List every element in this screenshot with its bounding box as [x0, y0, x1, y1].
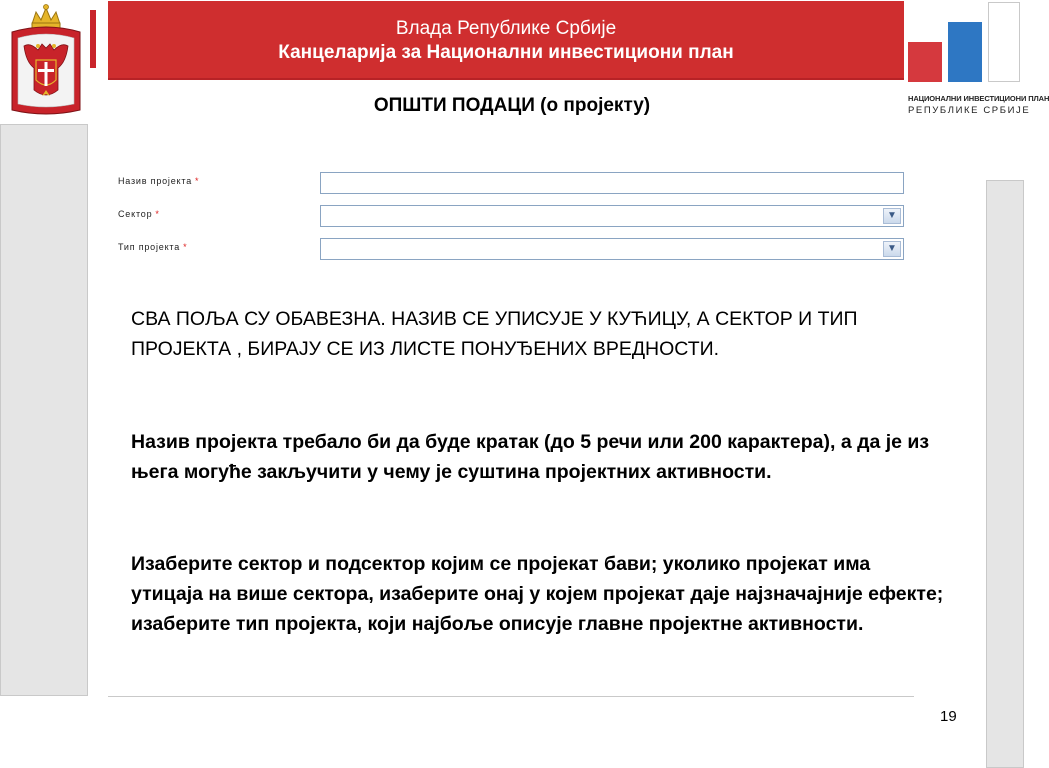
chevron-down-icon: ▼ — [887, 243, 897, 254]
right-side-panel — [986, 180, 1024, 768]
page-number: 19 — [940, 708, 957, 725]
nip-logo-blue-bar — [948, 22, 982, 82]
header-banner — [108, 1, 904, 80]
section-title: ОПШТИ ПОДАЦИ (о пројекту) — [373, 95, 651, 116]
sector-label: Сектор * — [118, 209, 160, 219]
nip-logo-white-bar — [988, 2, 1020, 82]
sector-dropdown-button[interactable] — [883, 208, 901, 224]
required-marker: * — [155, 209, 160, 219]
project-name-label: Назив пројекта * — [118, 176, 200, 186]
chevron-down-icon: ▼ — [887, 210, 897, 221]
header-title-line1: Влада Републике Србије — [395, 17, 617, 39]
nip-logo-red-bar — [908, 42, 942, 82]
header-accent-stripe — [90, 10, 96, 68]
instructions-paragraph-2: Назив пројекта требало би да буде кратак (до 5 речи или 200 карактера), а да је из њега могуће закључити у чему је суштина пројектних активности. — [131, 431, 930, 483]
left-side-panel — [0, 124, 88, 696]
footer-divider — [108, 696, 914, 697]
project-name-input[interactable] — [320, 172, 904, 194]
instructions-paragraph-1: СВА ПОЉА СУ ОБАВЕЗНА. НАЗИВ СЕ УПИСУЈЕ У КУЋИЦУ, А СЕКТОР И ТИП ПРОЈЕКТА , БИРАЈУ СЕ ИЗ ЛИСТЕ ПОНУЂЕНИХ ВРЕДНОСТИ. — [131, 308, 858, 360]
nip-logo-text-line2: РЕПУБЛИКЕ СРБИЈЕ — [908, 105, 1031, 116]
project-type-select[interactable] — [320, 238, 904, 260]
form-row-sector — [118, 205, 904, 229]
header-title-line2: Канцеларија за Национални инвестициони план — [278, 41, 734, 63]
project-type-dropdown-button[interactable] — [883, 241, 901, 257]
nip-logo-text-line1: НАЦИОНАЛНИ ИНВЕСТИЦИОНИ ПЛАН — [908, 94, 1049, 103]
sector-select[interactable] — [320, 205, 904, 227]
project-type-label: Тип пројекта * — [118, 242, 188, 252]
form-row-project-type — [118, 238, 904, 262]
form-row-project-name — [118, 172, 904, 196]
required-marker: * — [195, 176, 200, 186]
instructions-paragraph-3: Изаберите сектор и подсектор којим се пројекат бави; уколико пројекат има утицаја на више сектора, изаберите онај у којем пројекат даје најзначајније ефекте; изаберите тип пројекта, који најбоље описује главне пројектне активности. — [131, 553, 944, 635]
required-marker: * — [183, 242, 188, 252]
